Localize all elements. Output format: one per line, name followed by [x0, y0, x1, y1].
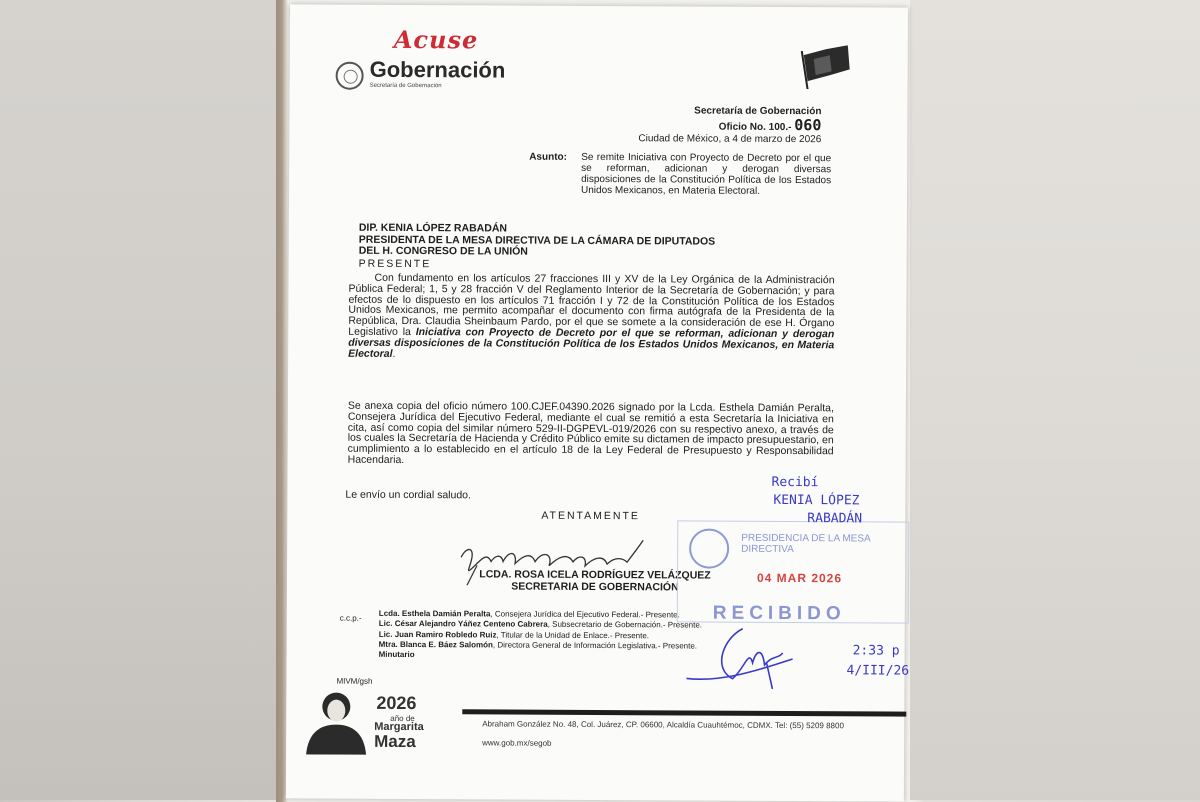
footer-divider	[462, 709, 906, 716]
chamber-seal-icon	[689, 528, 729, 568]
acuse-stamp: Acuse	[393, 24, 479, 55]
oficio-num: 060	[794, 116, 822, 135]
handwritten-received: Recibí	[771, 474, 819, 491]
addressee-name: DIP. KENIA LÓPEZ RABADÁN	[358, 221, 508, 235]
handwritten-name-2: RABADÁN	[807, 511, 863, 527]
coat-of-arms-icon	[336, 62, 364, 90]
stamp-presidency: PRESIDENCIA DE LA MESA DIRECTIVA	[741, 532, 871, 556]
flag-icon	[796, 45, 854, 89]
ccp-label: c.c.p.-	[339, 613, 362, 623]
footer-name-1: Margarita	[374, 720, 424, 734]
stamp-date: 04 MAR 2026	[756, 570, 843, 586]
document-page	[286, 4, 908, 801]
footer-address: Abraham González No. 48, Col. Juárez, CP. 06600, Alcaldía Cuauhtémoc, CDMX. Tel: (55) 5209 8800	[482, 719, 844, 731]
stamp-recibido: RECIBIDO	[712, 602, 846, 625]
signer-title: SECRETARIA DE GOBERNACIÓN	[511, 580, 679, 594]
agency-subtitle: Secretaría de Gobernación	[369, 82, 442, 90]
footer-year: 2026	[376, 692, 417, 714]
footer-url: www.gob.mx/segob	[482, 738, 552, 748]
closing-greeting: Le envío un cordial saludo.	[345, 488, 471, 502]
p1-text: Con fundamento en los artículos 27 fracciones III y XV de la Ley Orgánica de la Administración Pública Federal; 1, 5 y 28 fracción V del Reglamento Interior de la Secretaría de Gobernación; y para efectos de lo dispuesto en los artículos 71 fracción I y 72 de la Constitución Política de los Estados Unidos Mexicanos, me permito acompañar el documento con firma autógrafa de la Presidenta de la República, Dra. Claudia Sheinbaum Pardo, por el que se somete a la consideración de ese H. Órgano Legislativo la	[348, 271, 835, 339]
initials: MIVM/gsh	[336, 676, 373, 686]
body-paragraph-1	[348, 273, 834, 362]
ccp-entry: Lic. César Alejandro Yáñez Centeno Cabrera, Subsecretario de Gobernación.- Presente.	[378, 619, 703, 630]
p1-end: .	[392, 347, 396, 360]
background-left	[0, 0, 276, 800]
addressee-block	[359, 223, 716, 259]
header-dept: Secretaría de Gobernación	[694, 105, 822, 118]
ccp-entry: Lic. Juan Ramiro Robledo Ruiz, Titular de la Unidad de Enlace.- Presente.	[378, 629, 650, 640]
body-paragraph-2: Se anexa copia del oficio número 100.CJEF.04390.2026 signado por la Lcda. Esthela Damián Peralta, Consejera Jurídica del Ejecutivo Federal, mediante el cual se remitió a esta Secretaría la Iniciativa en cita, así como copia del similar número 529-II-DGPEVL-019/2026 con su respectivo anexo, a través de los cuales la Secretaría de Hacienda y Crédito Público emite su dictamen de impacto presupuestario, en cumplimiento a lo establecido en el artículo 18 de la Ley Federal de Presupuesto y Responsabilidad Hacendaria.	[347, 399, 834, 466]
ccp-entry: Mtra. Blanca E. Báez Salomón, Directora General de Información Legislativa.- Presente.	[378, 639, 698, 651]
ccp-entry: Minutario	[378, 650, 415, 660]
oficio-number	[719, 116, 822, 135]
handwritten-date: 4/III/26	[846, 663, 910, 679]
asunto-text: Se remite Iniciativa con Proyecto de Decreto por el que se reforman, adicionan y derogan diversas disposiciones de la Constitución Política de los Estados Unidos Mexicanos, en Materia Electoral.	[581, 151, 832, 197]
addressee-title: PRESIDENTA DE LA MESA DIRECTIVA DE LA CÁMARA DE DIPUTADOS	[358, 233, 716, 248]
p1-bold-italic: Iniciativa con Proyecto de Decreto por el que se reforman, adicionan y derogan diversas disposiciones de la Constitución Política de los Estados Unidos Mexicanos, en Materia Electoral	[348, 326, 835, 360]
footer-ano-de: año de	[390, 713, 415, 724]
oficio-label: Oficio No. 100.-	[718, 121, 792, 134]
margarita-maza-portrait-icon	[298, 690, 374, 754]
addressee-org: DEL H. CONGRESO DE LA UNIÓN	[358, 244, 528, 258]
received-signature-icon	[682, 618, 832, 699]
place-date: Ciudad de México, a 4 de marzo de 2026	[638, 133, 822, 146]
atentamente: ATENTAMENTE	[541, 509, 640, 523]
handwritten-time: 2:33 p	[852, 643, 900, 659]
agency-name: Gobernación	[369, 56, 506, 83]
background-right	[910, 0, 1200, 800]
handwritten-name-1: KENIA LÓPEZ	[773, 492, 860, 509]
ccp-entry: Lcda. Esthela Damián Peralta, Consejera Jurídica del Ejecutivo Federal.- Presente.	[378, 608, 680, 620]
asunto-label: Asunto:	[529, 151, 568, 163]
presente: PRESENTE	[358, 257, 432, 271]
signer-name: LCDA. ROSA ICELA RODRÍGUEZ VELÁZQUEZ	[479, 568, 711, 582]
ccp-list	[379, 609, 703, 662]
footer-name-2: Maza	[374, 731, 416, 752]
